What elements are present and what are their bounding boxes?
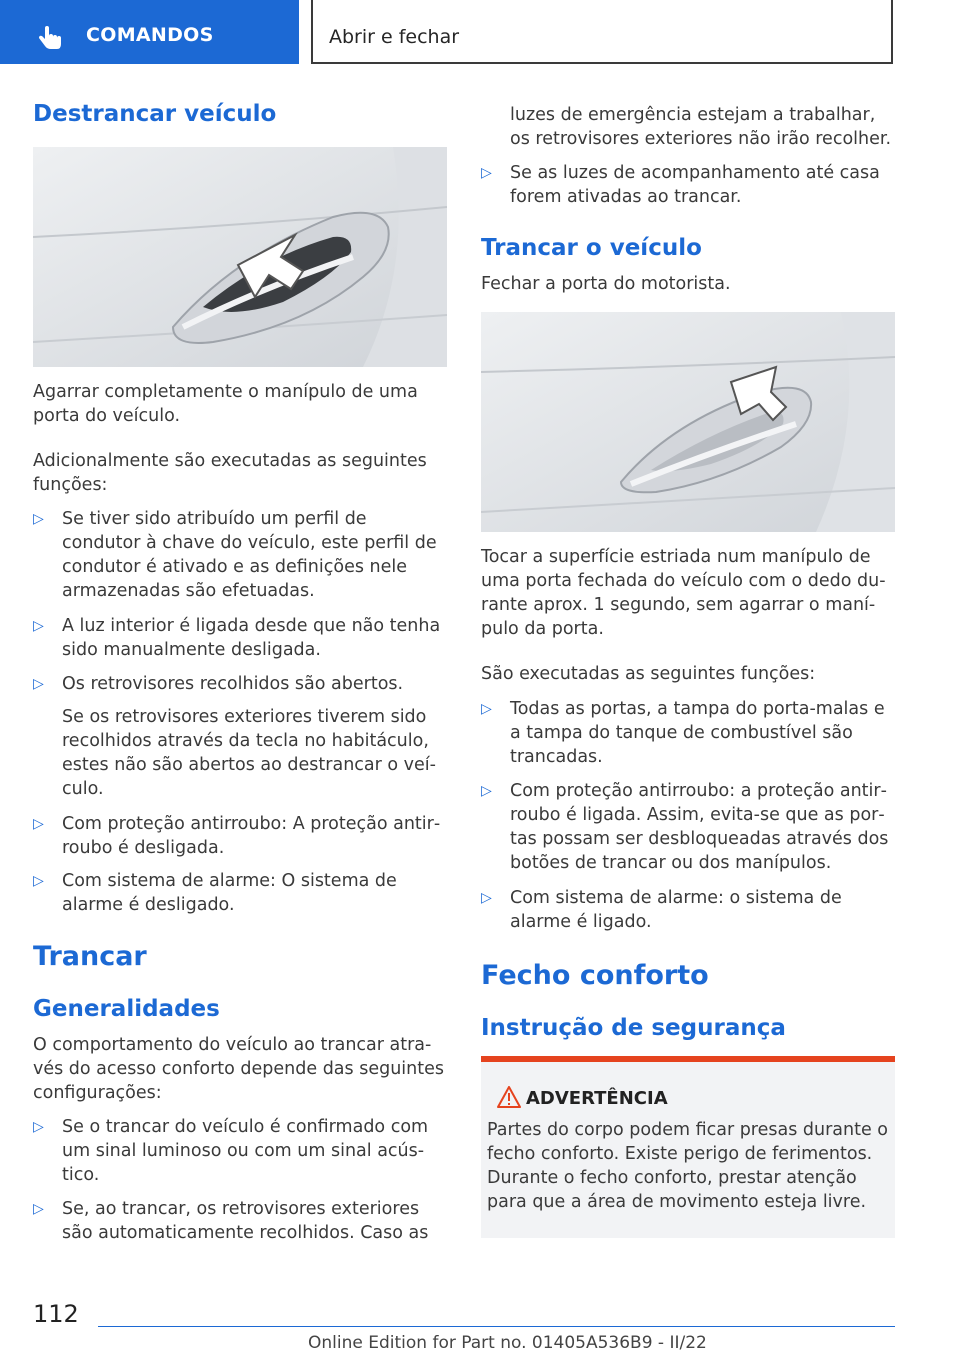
warning-title: ADVERTÊNCIA [526, 1088, 668, 1109]
list-item: ▷ Com proteção antirroubo: A proteção antirroubo é desligada. [33, 814, 441, 858]
list-item: ▷ Se tiver sido atribuído um perfil de condutor à chave do veículo, este perfil de condutor é ativado e as definições nele armazenadas são efetuadas. [33, 509, 437, 601]
heading-general: Generalidades [33, 996, 220, 1022]
heading-safety: Instrução de segurança [481, 1015, 786, 1041]
bullet-icon: ▷ [33, 618, 44, 634]
list-item: ▷ Com proteção antirroubo: a proteção antirroubo é ligada. Assim, evita-se que as portas possam ser desbloqueadas através dos botões de trancar ou dos manípulos. [481, 781, 889, 873]
list-item: ▷ Se, ao trancar, os retrovisores exteriores são automaticamente recolhidos. Caso as [33, 1199, 429, 1243]
section-tab [0, 0, 299, 64]
chapter-header [311, 0, 893, 64]
section-label: COMANDOS [86, 24, 214, 46]
paragraph-functions: São executadas as seguintes funções: [481, 664, 816, 684]
door-handle-photo-unlock [33, 147, 447, 367]
heading-lock: Trancar [33, 941, 147, 972]
page-number: 112 [33, 1300, 79, 1328]
bullet-icon: ▷ [33, 1119, 44, 1135]
bullet-icon: ▷ [33, 511, 44, 527]
paragraph-continued: luzes de emergência estejam a trabalhar, os retrovisores exteriores não irão recolher. [510, 105, 892, 149]
bullet-icon: ▷ [481, 701, 492, 717]
paragraph-touch-surface: Tocar a superfície estriada num manípulo de uma porta fechada do veículo com o dedo durante aprox. 1 segundo, sem agarrar o manípulo da porta. [481, 547, 886, 639]
paragraph-grab-handle: Agarrar completamente o manípulo de uma porta do veículo. [33, 382, 418, 426]
list-item: ▷ Se as luzes de acompanhamento até casa forem ativadas ao trancar. [481, 163, 880, 207]
chapter-title: Abrir e fechar [329, 26, 460, 48]
paragraph-mirror-note: Se os retrovisores exteriores tiverem sido recolhidos através da tecla no habitáculo, estes não são abertos ao destrancar o veículo. [62, 707, 436, 799]
list-item: ▷ Os retrovisores recolhidos são abertos. [33, 674, 404, 694]
paragraph-close-door: Fechar a porta do motorista. [481, 274, 731, 294]
list-item: ▷ Todas as portas, a tampa do porta-malas e a tampa do tanque de combustível são trancadas. [481, 699, 885, 767]
list-item: ▷ Com sistema de alarme: O sistema de alarme é desligado. [33, 871, 397, 915]
warning-text: Partes do corpo podem ficar presas durante o fecho conforto. Existe perigo de ferimentos. Durante o fecho conforto, prestar atenção para que a área de movimento esteja livre. [487, 1120, 889, 1212]
paragraph-additional: Adicionalmente são executadas as seguintes funções: [33, 451, 427, 495]
bullet-icon: ▷ [33, 816, 44, 832]
warning-triangle-icon [497, 1086, 521, 1108]
bullet-icon: ▷ [481, 783, 492, 799]
bullet-icon: ▷ [481, 165, 492, 181]
list-item: ▷ A luz interior é ligada desde que não tenha sido manualmente desligada. [33, 616, 441, 660]
door-handle-photo-lock [481, 312, 895, 532]
paragraph-general: O comportamento do veículo ao trancar através do acesso conforto depende das seguintes configurações: [33, 1035, 444, 1103]
hand-control-icon [36, 26, 64, 50]
bullet-icon: ▷ [481, 890, 492, 906]
bullet-icon: ▷ [33, 1201, 44, 1217]
list-item: ▷ Se o trancar do veículo é confirmado com um sinal luminoso ou com um sinal acústico. [33, 1117, 429, 1185]
list-item: ▷ Com sistema de alarme: o sistema de alarme é ligado. [481, 888, 842, 932]
footer-divider [98, 1326, 895, 1327]
bullet-icon: ▷ [33, 873, 44, 889]
bullet-icon: ▷ [33, 676, 44, 692]
heading-comfort-close: Fecho conforto [481, 960, 709, 991]
warning-box [481, 1056, 895, 1238]
footer-edition: Online Edition for Part no. 01405A536B9 - II/22 [308, 1333, 707, 1353]
heading-lock-vehicle: Trancar o veículo [481, 235, 702, 261]
heading-unlock: Destrancar veículo [33, 101, 277, 127]
